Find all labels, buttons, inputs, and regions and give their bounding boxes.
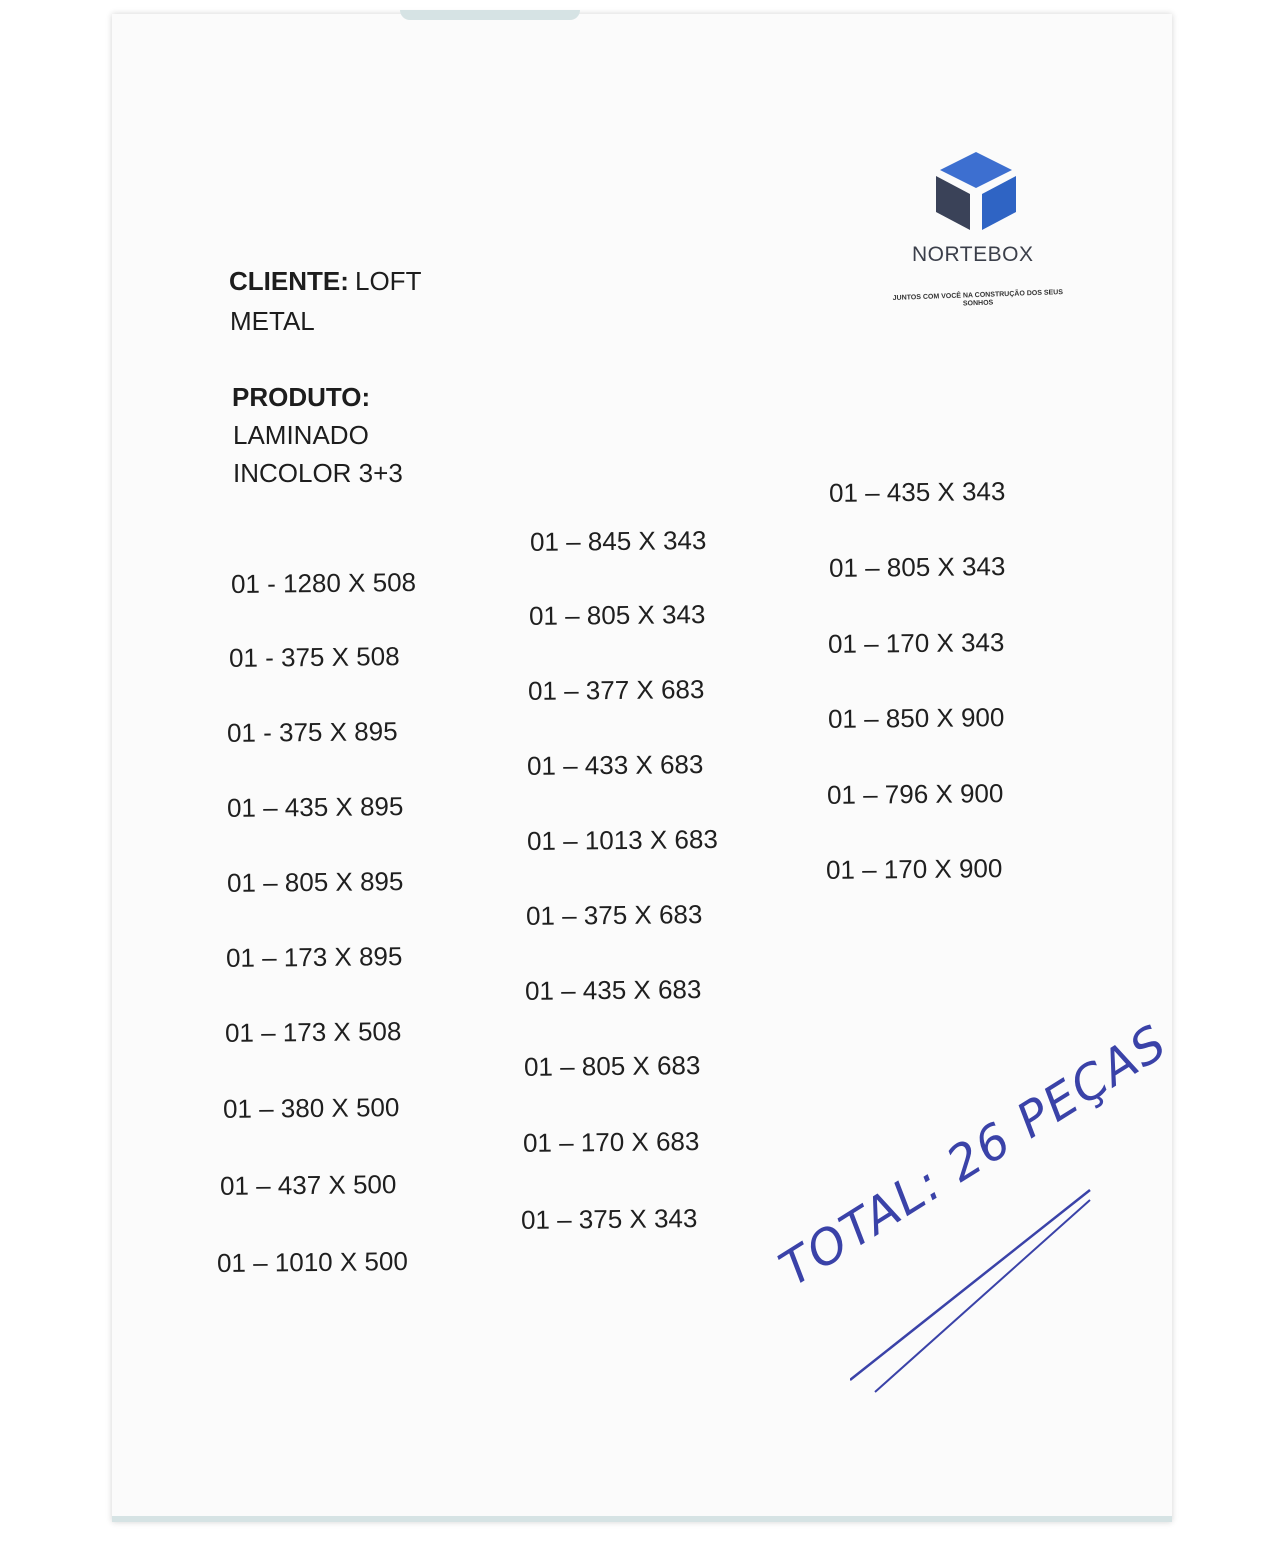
- list-item: 01 – 796 X 900: [826, 778, 1004, 810]
- brand-tagline: JUNTOS COM VOCÊ NA CONSTRUÇÃO DOS SEUS SONHOS: [892, 289, 1064, 308]
- client-name-line2: METAL: [230, 306, 315, 336]
- list-item: 01 – 380 X 500: [222, 1092, 400, 1124]
- list-item: 01 – 1010 X 500: [216, 1246, 408, 1278]
- list-item: 01 – 435 X 683: [524, 974, 702, 1006]
- list-item: 01 – 170 X 343: [827, 627, 1005, 659]
- list-item: 01 – 433 X 683: [526, 749, 704, 781]
- list-item: 01 – 435 X 895: [226, 791, 404, 823]
- client-name-line1: LOFT: [355, 266, 422, 296]
- list-item: 01 – 377 X 683: [527, 674, 705, 706]
- list-item: 01 - 375 X 895: [226, 716, 398, 748]
- brand-name: NORTEBOX: [912, 243, 1034, 266]
- list-item: 01 – 1013 X 683: [526, 824, 718, 856]
- list-item: 01 – 845 X 343: [529, 525, 707, 557]
- list-item: 01 – 435 X 343: [828, 476, 1006, 508]
- product-line2: INCOLOR 3+3: [233, 458, 403, 488]
- list-item: 01 – 805 X 683: [523, 1050, 701, 1082]
- list-item: 01 – 805 X 895: [226, 866, 404, 898]
- list-item: 01 - 375 X 508: [228, 641, 400, 673]
- list-item: 01 – 375 X 343: [520, 1203, 698, 1235]
- list-item: 01 – 173 X 508: [224, 1016, 402, 1048]
- list-item: 01 – 375 X 683: [525, 899, 703, 931]
- list-item: 01 – 437 X 500: [219, 1169, 397, 1201]
- handwritten-total: TOTAL: 26 PEÇAS: [770, 1013, 1178, 1298]
- product-line1: LAMINADO: [233, 420, 369, 450]
- list-item: 01 – 850 X 900: [827, 702, 1005, 734]
- list-item: 01 – 173 X 895: [225, 941, 403, 973]
- list-item: 01 – 170 X 683: [522, 1126, 700, 1158]
- paper-tear: [400, 10, 580, 20]
- list-item: 01 – 805 X 343: [528, 599, 706, 631]
- client-label: CLIENTE:: [229, 266, 349, 296]
- list-item: 01 – 805 X 343: [828, 551, 1006, 583]
- list-item: 01 – 170 X 900: [825, 853, 1003, 885]
- product-label: PRODUTO:: [232, 382, 371, 412]
- list-item: 01 - 1280 X 508: [230, 567, 417, 599]
